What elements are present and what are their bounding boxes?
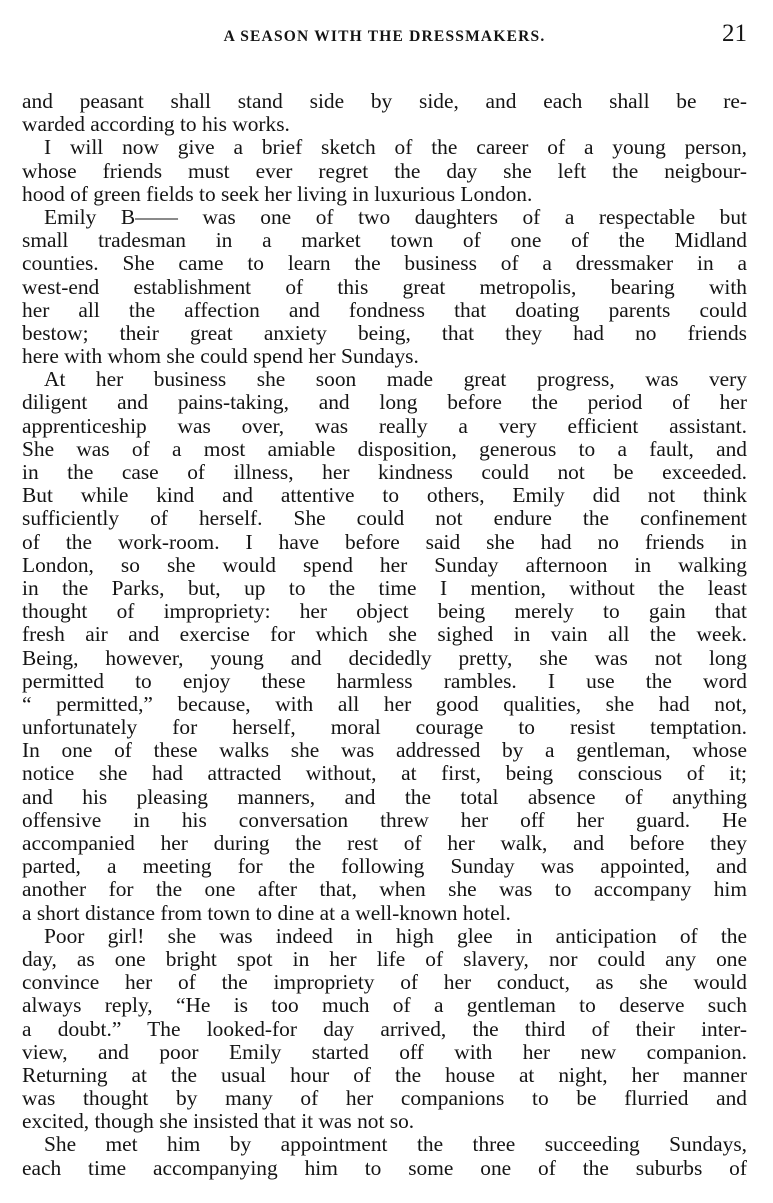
text-line: In one of these walks she was addressed by a gentleman, whose: [22, 738, 747, 763]
text-line: sufficiently of herself. She could not endure the confinement: [22, 506, 747, 531]
text-line: here with whom she could spend her Sundays.: [22, 344, 419, 369]
text-line: always reply, “He is too much of a gentleman to deserve such: [22, 993, 747, 1018]
text-line: offensive in his conversation threw her off her guard. He: [22, 807, 747, 832]
text-line: Returning at the usual hour of the house at night, her manner: [22, 1062, 747, 1087]
text-line: I will now give a brief sketch of the career of a young person,: [44, 135, 747, 160]
text-line: another for the one after that, when she was to accompany him: [22, 877, 747, 902]
text-line: small tradesman in a market town of one of the Midland: [22, 228, 747, 253]
text-line: Poor girl! she was indeed in high glee in anticipation of the: [44, 923, 747, 948]
text-line: a short distance from town to dine at a well-known hotel.: [22, 900, 511, 925]
text-line: and his pleasing manners, and the total absence of anything: [22, 784, 747, 809]
body-text: [22, 90, 747, 1180]
text-line: of the work-room. I have before said she had no friends in: [22, 529, 747, 554]
running-title: A SEASON WITH THE DRESSMAKERS.: [223, 28, 546, 45]
text-line: in the case of illness, her kindness could not be exceeded.: [22, 460, 747, 484]
text-line: counties. She came to learn the business of a dressmaker in a: [22, 251, 747, 276]
text-line: and peasant shall stand side by side, and each shall be re-: [22, 89, 747, 113]
text-line: London, so she would spend her Sunday afternoon in walking: [22, 552, 747, 577]
text-line: unfortunately for herself, moral courage to resist temptation.: [22, 715, 747, 740]
text-line: whose friends must ever regret the day she left the neigbour-: [22, 158, 747, 183]
text-line: diligent and pains-taking, and long before the period of her: [22, 390, 747, 415]
text-line: At her business she soon made great progress, was very: [44, 367, 747, 392]
text-line: Being, however, young and decidedly pretty, she was not long: [22, 645, 747, 670]
text-line: fresh air and exercise for which she sighed in vain all the week.: [22, 622, 747, 647]
text-line: view, and poor Emily started off with her new companion.: [22, 1039, 747, 1064]
text-line: She met him by appointment the three succeeding Sundays,: [44, 1132, 747, 1157]
text-line: hood of green fields to seek her living in luxurious London.: [22, 181, 533, 206]
text-line: But while kind and attentive to others, Emily did not think: [22, 483, 747, 508]
running-header: [22, 18, 747, 54]
text-line: permitted to enjoy these harmless rambles. I use the word: [22, 668, 747, 693]
text-line: was thought by many of her companions to be flurried and: [22, 1086, 747, 1111]
text-line: day, as one bright spot in her life of slavery, nor could any one: [22, 946, 747, 971]
text-line: Emily B—— was one of two daughters of a respectable but: [44, 204, 747, 229]
text-line: notice she had attracted without, at first, being conscious of it;: [22, 761, 747, 786]
text-line: her all the affection and fondness that doating parents could: [22, 297, 747, 322]
page-number: 21: [722, 20, 747, 47]
text-line: a doubt.” The looked-for day arrived, the third of their inter-: [22, 1016, 747, 1041]
text-line: each time accompanying him to some one of the suburbs of: [22, 1155, 747, 1180]
text-line: accompanied her during the rest of her walk, and before they: [22, 831, 747, 855]
text-line: thought of impropriety: her object being merely to gain that: [22, 599, 747, 624]
text-line: excited, though she insisted that it was not so.: [22, 1109, 415, 1134]
text-line: parted, a meeting for the following Sunday was appointed, and: [22, 854, 747, 879]
text-line: west-end establishment of this great metropolis, bearing with: [22, 274, 747, 299]
text-line: in the Parks, but, up to the time I mention, without the least: [22, 575, 747, 600]
text-line: warded according to his works.: [22, 112, 290, 137]
text-line: “ permitted,” because, with all her good qualities, she had not,: [22, 691, 747, 716]
text-line: bestow; their great anxiety being, that they had no friends: [22, 320, 747, 345]
text-line: apprenticeship was over, was really a very efficient assistant.: [22, 413, 747, 438]
text-line: convince her of the impropriety of her conduct, as she would: [22, 970, 747, 995]
text-line: She was of a most amiable disposition, generous to a fault, and: [22, 436, 747, 461]
